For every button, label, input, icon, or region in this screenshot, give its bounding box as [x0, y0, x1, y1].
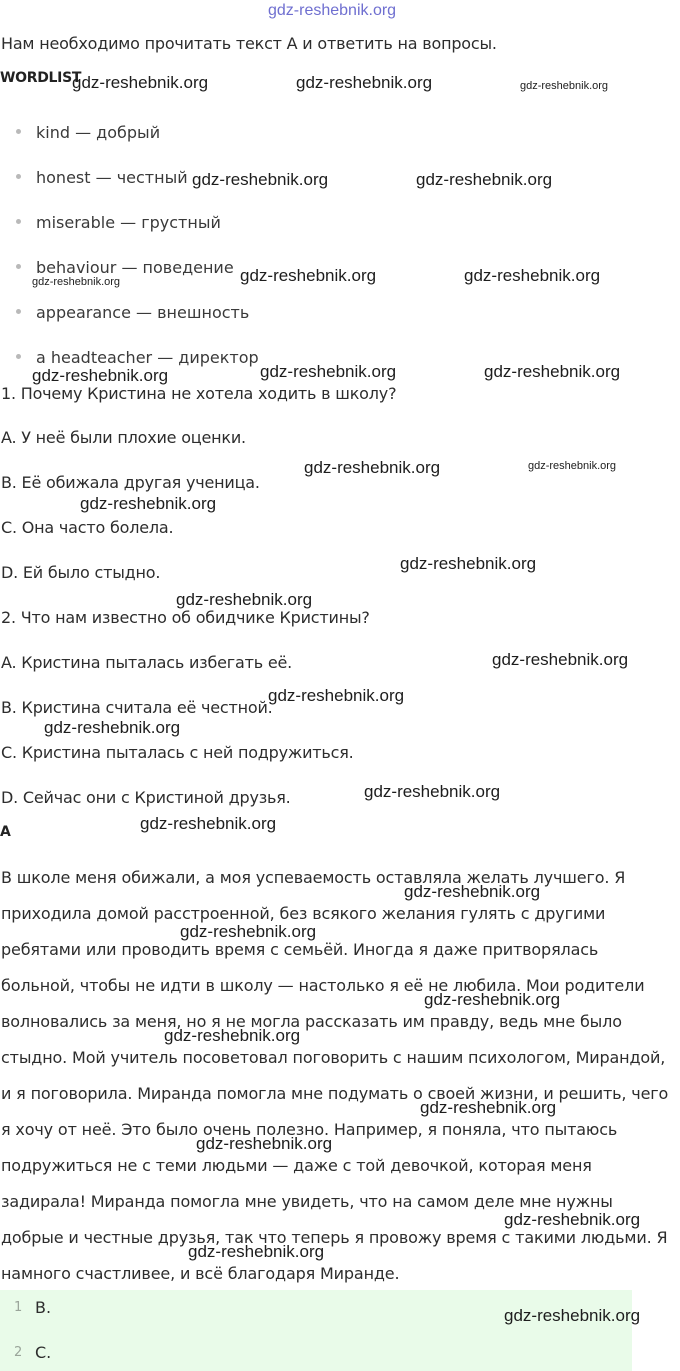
answers-block [0, 1290, 632, 1371]
watermark: gdz-reshebnik.org [240, 266, 377, 285]
q1-option-b: B. Её обижала другая ученица. [1, 473, 260, 492]
watermark: gdz-reshebnik.org [404, 882, 541, 901]
watermark: gdz-reshebnik.org [484, 362, 621, 381]
answer-number: 1 [14, 1300, 23, 1315]
q2-option-b: B. Кристина считала её честной. [1, 698, 273, 717]
watermark-top: gdz-reshebnik.org [268, 2, 397, 19]
q2-option-a: A. Кристина пыталась избегать её. [1, 653, 293, 672]
q2-option-c: C. Кристина пыталась с ней подружиться. [1, 743, 354, 762]
answer-number: 2 [14, 1345, 23, 1360]
watermark: gdz-reshebnik.org [364, 782, 501, 801]
q1-option-c: C. Она часто болела. [1, 518, 174, 537]
question-2: 2. Что нам известно об обидчике Кристины? [1, 608, 370, 627]
q1-option-a: A. У неё были плохие оценки. [1, 428, 246, 447]
list-item: miserable — грустный [16, 213, 221, 232]
list-item: honest — честный [16, 168, 188, 187]
watermark: gdz-reshebnik.org [304, 458, 441, 477]
list-item: appearance — внешность [16, 303, 249, 322]
watermark: gdz-reshebnik.org [72, 73, 209, 92]
watermark: gdz-reshebnik.org [180, 922, 317, 941]
bullet-icon [16, 129, 21, 134]
wordlist-title: WORDLIST [0, 70, 82, 86]
watermark: gdz-reshebnik.org [196, 1134, 333, 1153]
answer-text: C. [35, 1343, 52, 1362]
watermark: gdz-reshebnik.org [188, 1242, 325, 1261]
watermark: gdz-reshebnik.org [164, 1026, 301, 1045]
intro-text: Нам необходимо прочитать текст А и ответить на вопросы. [1, 34, 497, 53]
watermark: gdz-reshebnik.org [528, 460, 617, 472]
watermark: gdz-reshebnik.org [32, 366, 169, 385]
bullet-icon [16, 264, 21, 269]
watermark: gdz-reshebnik.org [44, 718, 181, 737]
watermark: gdz-reshebnik.org [80, 494, 217, 513]
watermark: gdz-reshebnik.org [140, 814, 277, 833]
watermark: gdz-reshebnik.org [176, 590, 313, 609]
watermark: gdz-reshebnik.org [464, 266, 601, 285]
bullet-icon [16, 309, 21, 314]
bullet-icon [16, 219, 21, 224]
watermark: gdz-reshebnik.org [416, 170, 553, 189]
bullet-icon [16, 174, 21, 179]
watermark: gdz-reshebnik.org [504, 1306, 641, 1325]
list-item: behaviour — поведение [16, 258, 234, 277]
q1-option-d: D. Ей было стыдно. [1, 563, 161, 582]
watermark: gdz-reshebnik.org [32, 276, 121, 288]
question-1: 1. Почему Кристина не хотела ходить в школу? [1, 384, 397, 403]
q2-option-d: D. Сейчас они с Кристиной друзья. [1, 788, 291, 807]
watermark: gdz-reshebnik.org [400, 554, 537, 573]
watermark: gdz-reshebnik.org [296, 73, 433, 92]
watermark: gdz-reshebnik.org [192, 170, 329, 189]
list-item: a headteacher — директор [16, 348, 259, 367]
bullet-icon [16, 354, 21, 359]
passage-label: A [0, 824, 11, 840]
watermark: gdz-reshebnik.org [504, 1210, 641, 1229]
watermark: gdz-reshebnik.org [420, 1098, 557, 1117]
list-item: kind — добрый [16, 123, 160, 142]
watermark: gdz-reshebnik.org [520, 80, 609, 92]
watermark: gdz-reshebnik.org [268, 686, 405, 705]
watermark: gdz-reshebnik.org [260, 362, 397, 381]
watermark: gdz-reshebnik.org [424, 990, 561, 1009]
answer-text: B. [35, 1298, 52, 1317]
answer-row [0, 1337, 632, 1369]
watermark: gdz-reshebnik.org [492, 650, 629, 669]
